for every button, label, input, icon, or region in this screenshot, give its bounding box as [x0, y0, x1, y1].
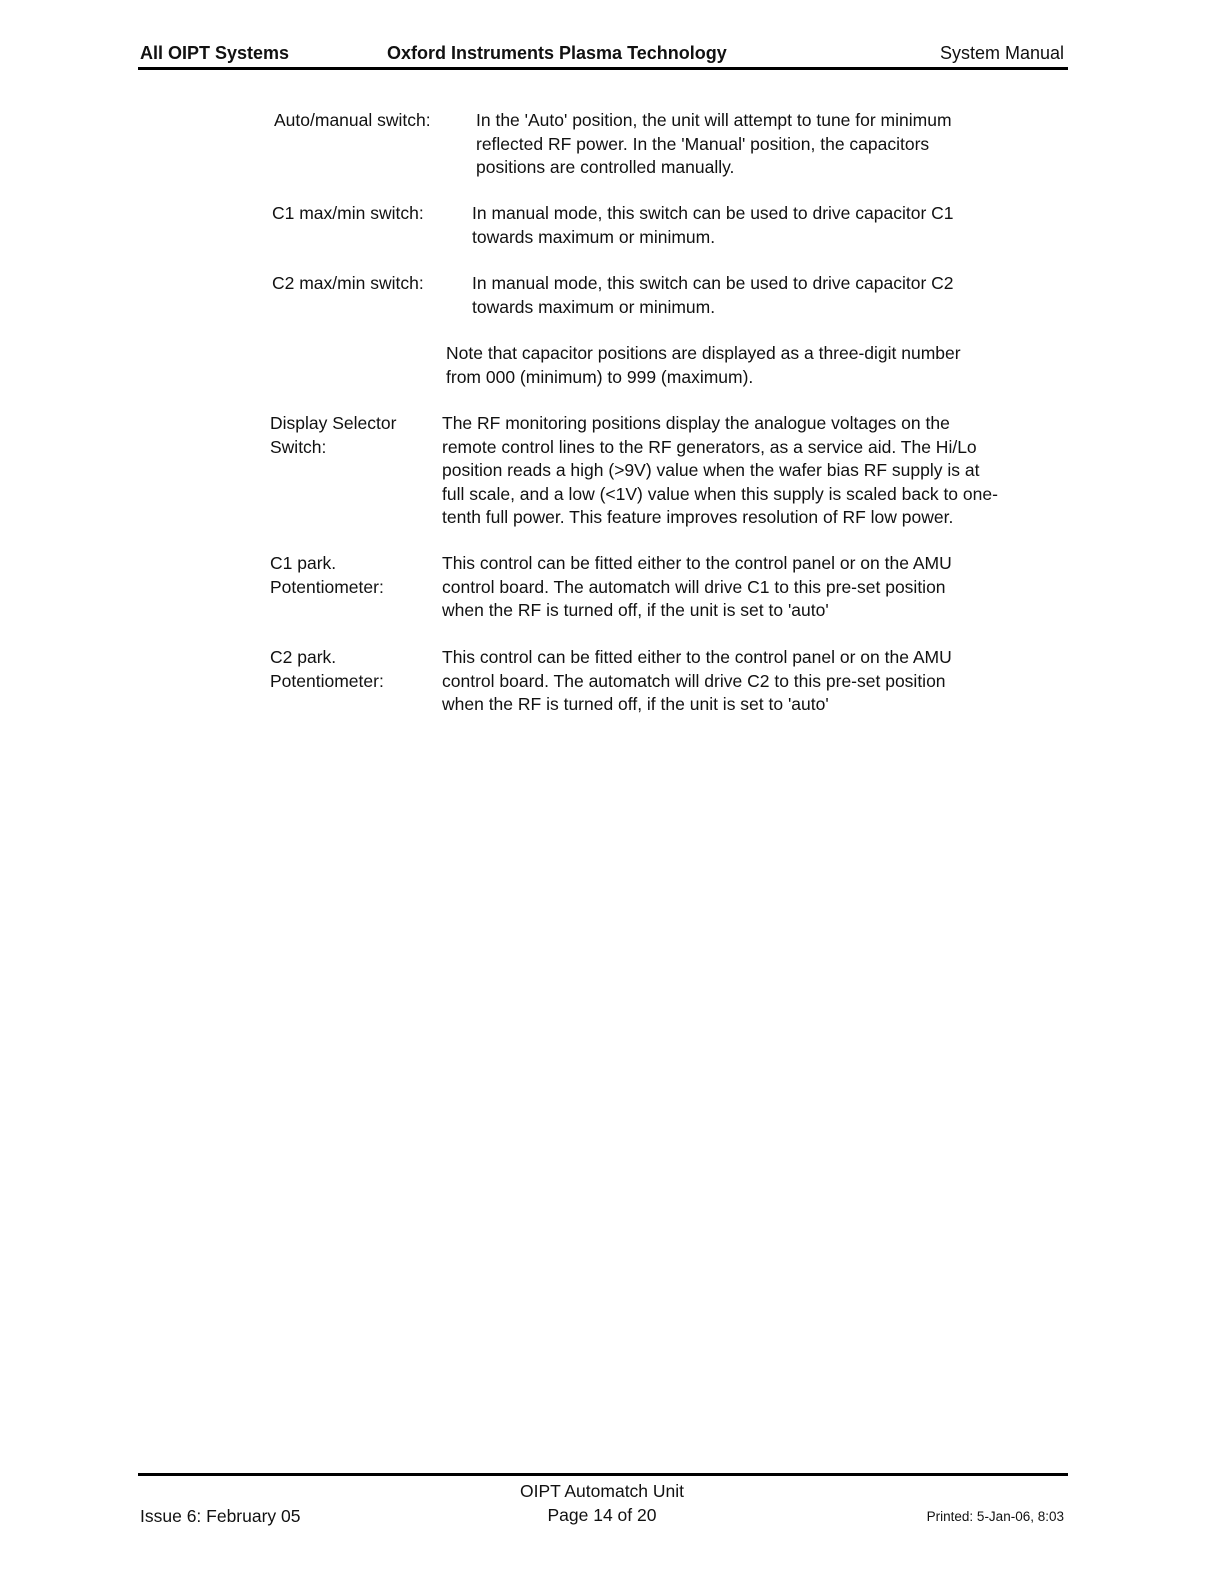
description-line: The RF monitoring positions display the analogue voltages on the [442, 413, 950, 433]
description-line: when the RF is turned off, if the unit is set to 'auto' [442, 600, 829, 620]
description-line: when the RF is turned off, if the unit is set to 'auto' [442, 694, 829, 714]
term-description [446, 342, 961, 389]
header-rule [138, 67, 1068, 70]
header-right: System Manual [939, 43, 1064, 63]
description-line: This control can be fitted either to the control panel or on the AMU [442, 647, 952, 667]
header-center: Oxford Instruments Plasma Technology [387, 43, 727, 63]
description-line: remote control lines to the RF generators, as a service aid. The Hi/Lo [442, 436, 977, 457]
term-line: Potentiometer: [270, 576, 384, 597]
term-label [270, 412, 396, 459]
term-description [476, 109, 952, 180]
footer-rule [138, 1473, 1068, 1476]
term-description [442, 646, 952, 717]
term-label [272, 202, 424, 226]
term-description [442, 552, 952, 623]
description-line: control board. The automatch will drive C1 to this pre-set position [442, 576, 946, 597]
term-line: C1 park. [270, 553, 337, 573]
description-line: from 000 (minimum) to 999 (maximum). [446, 366, 754, 387]
term-line: Potentiometer: [270, 670, 384, 691]
term-description [472, 202, 954, 249]
header-left: All OIPT Systems [140, 43, 290, 63]
description-line: reflected RF power. In the 'Manual' position, the capacitors [476, 133, 930, 154]
description-line: towards maximum or minimum. [472, 296, 716, 317]
term-description [472, 272, 954, 319]
description-line: In manual mode, this switch can be used to drive capacitor C2 [472, 273, 954, 293]
footer-title: OIPT Automatch Unit [519, 1481, 685, 1501]
term-line: C2 park. [270, 647, 337, 667]
description-line: positions are controlled manually. [476, 157, 735, 177]
description-line: In the 'Auto' position, the unit will attempt to tune for minimum [476, 110, 952, 130]
description-line: towards maximum or minimum. [472, 226, 716, 247]
term-line: Auto/manual switch: [274, 110, 431, 130]
term-line: C1 max/min switch: [272, 203, 424, 223]
description-line: tenth full power. This feature improves resolution of RF low power. [442, 507, 954, 527]
term-line: C2 max/min switch: [272, 273, 424, 293]
description-line: In manual mode, this switch can be used to drive capacitor C1 [472, 203, 954, 223]
footer-issue: Issue 6: February 05 [140, 1506, 301, 1526]
description-line: position reads a high (>9V) value when the wafer bias RF supply is at [442, 460, 980, 480]
term-description [442, 412, 998, 530]
description-line: control board. The automatch will drive C2 to this pre-set position [442, 670, 946, 691]
term-line: Display Selector [270, 413, 397, 433]
term-line: Switch: [270, 436, 327, 457]
description-line: This control can be fitted either to the control panel or on the AMU [442, 553, 952, 573]
term-label [270, 646, 384, 693]
description-line: full scale, and a low (<1V) value when this supply is scaled back to one- [442, 483, 998, 504]
term-label [274, 109, 431, 133]
footer-page: Page 14 of 20 [547, 1505, 657, 1525]
footer-printed: Printed: 5-Jan-06, 8:03 [926, 1509, 1064, 1524]
term-label [272, 272, 424, 296]
term-label [270, 552, 384, 599]
description-line: Note that capacitor positions are displayed as a three-digit number [446, 343, 961, 363]
